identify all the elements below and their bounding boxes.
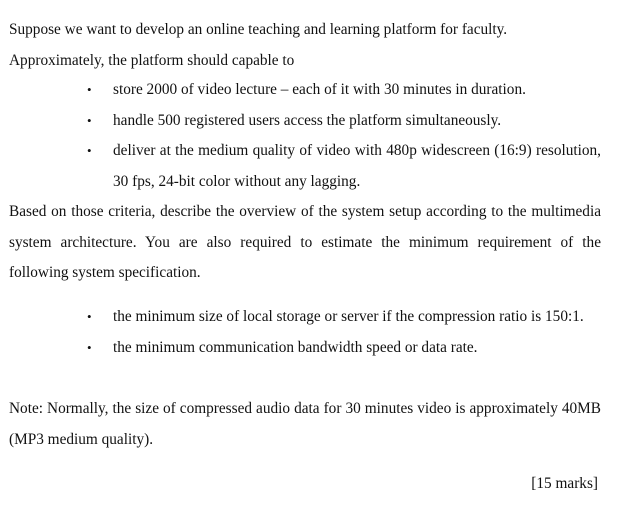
bullet-icon: • (87, 112, 92, 128)
list-item (0, 302, 625, 333)
list-item (0, 333, 625, 364)
bullet-icon: • (87, 309, 92, 324)
task-paragraph: Based on those criteria, describe the overview of the system setup according to the multimedia system architecture. You are also required to estimate the minimum requirement of the following system specification. (9, 203, 601, 281)
requirements-list (0, 75, 625, 197)
bullet-icon: • (87, 339, 92, 355)
specification-text: the minimum communication bandwidth speed or data rate. (113, 338, 478, 356)
bullet-icon: • (87, 143, 92, 158)
list-item (0, 106, 625, 137)
specifications-list (0, 302, 625, 363)
specification-text: the minimum size of local storage or server if the compression ratio is 150:1. (113, 308, 584, 325)
bullet-icon: • (87, 82, 92, 97)
requirement-text: handle 500 registered users access the platform simultaneously. (113, 111, 502, 129)
list-item (0, 136, 625, 197)
marks-label: [15 marks] (531, 475, 598, 492)
requirement-text: store 2000 of video lecture – each of it with 30 minutes in duration. (113, 81, 526, 98)
requirement-text: deliver at the medium quality of video with 480p widescreen (16:9) resolution, 30 fps, 24-bit color without any lagging. (113, 142, 601, 190)
note-paragraph: Note: Normally, the size of compressed audio data for 30 minutes video is approximately 40MB (MP3 medium quality). (9, 400, 601, 448)
list-item (0, 75, 625, 106)
intro-line-1: Suppose we want to develop an online teaching and learning platform for faculty. (9, 21, 508, 38)
intro-paragraph (9, 15, 601, 76)
intro-line-2: Approximately, the platform should capable to (9, 51, 295, 69)
